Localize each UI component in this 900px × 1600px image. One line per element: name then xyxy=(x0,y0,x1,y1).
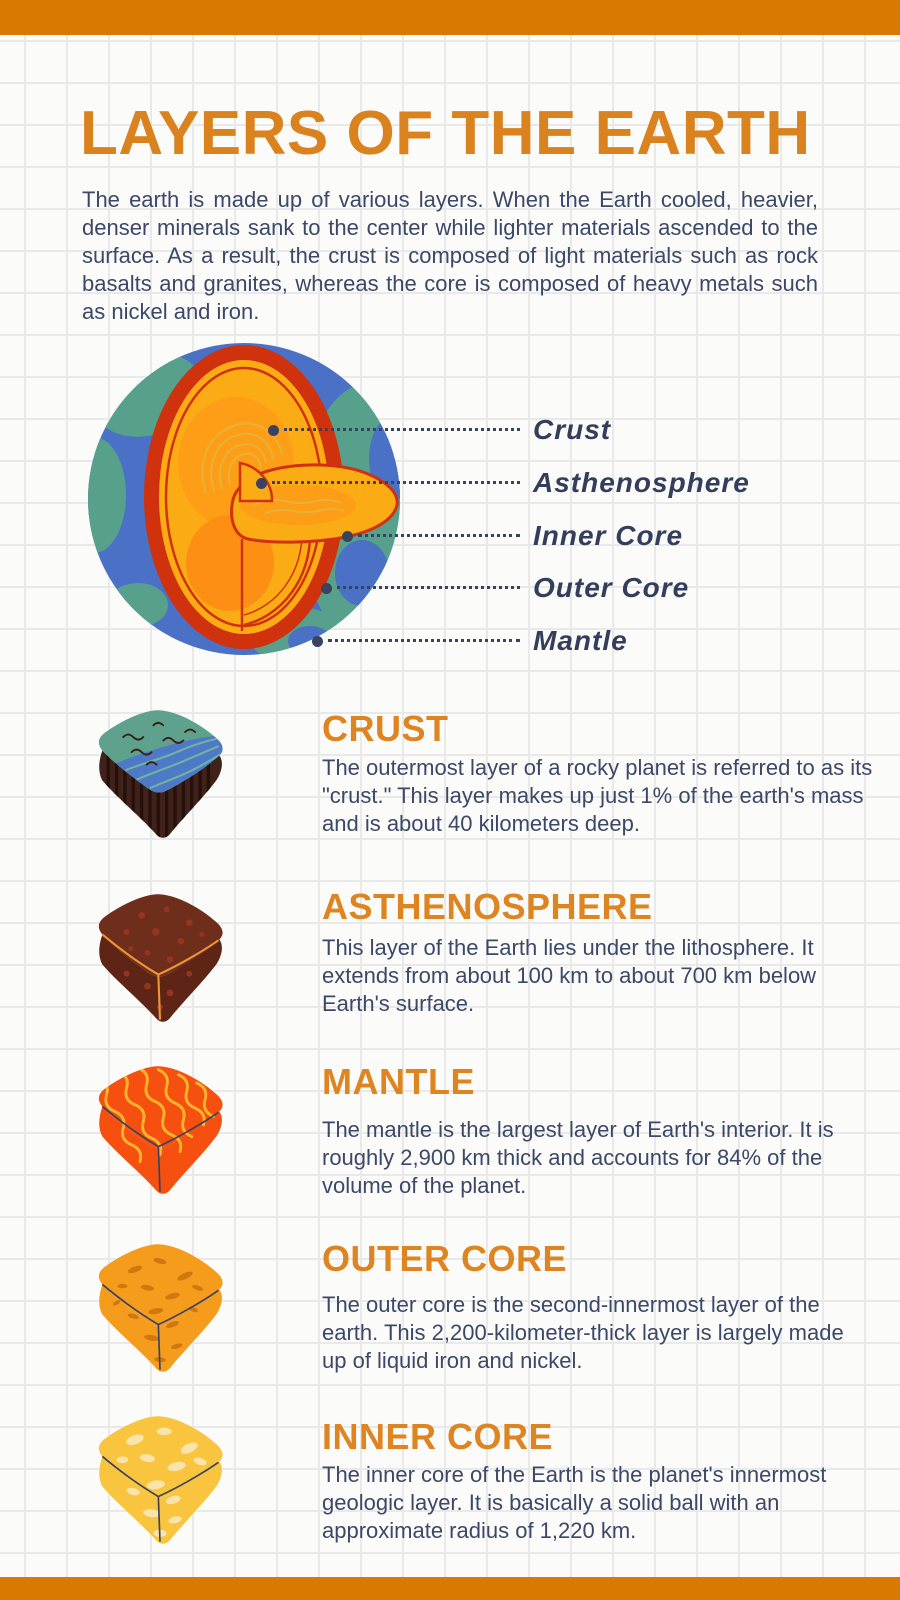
crust-callout-dot xyxy=(268,425,279,436)
section-body-inner-core: The inner core of the Earth is the planet's innermost geologic layer. It is basically a solid ball with an approximate radius of 1,220 km. xyxy=(322,1462,827,1543)
asthenosphere-callout-dot xyxy=(256,478,267,489)
outer-core-callout-dot xyxy=(321,583,332,594)
inner-core-layer-icon xyxy=(76,1408,244,1550)
section-heading-inner-core: INNER CORE xyxy=(322,1416,554,1457)
outer-core-leader-line xyxy=(337,586,520,589)
intro-paragraph: The earth is made up of various layers. When the Earth cooled, heavier, denser minerals sank to the center while lighter materials ascended to the surface. As a result, the crust is composed of light materials such as rock basalts and granites, whereas the core is composed of heavy metals such as nickel and iron. xyxy=(82,187,818,324)
top-accent-bar xyxy=(0,0,900,35)
callout-label-inner-core: Inner Core xyxy=(533,520,684,551)
outer-core-layer-icon xyxy=(76,1236,244,1378)
earth-cutaway-illustration xyxy=(58,333,422,659)
callout-label-outer-core: Outer Core xyxy=(533,572,690,603)
section-body-outer-core: The outer core is the second-innermost layer of the earth. This 2,200-kilometer-thick layer is largely made up of liquid iron and nickel. xyxy=(322,1292,844,1373)
section-body-crust: The outermost layer of a rocky planet is referred to as its "crust." This layer makes up just 1% of the earth's mass and is about 40 kilometers deep. xyxy=(322,755,873,836)
page-title: LAYERS OF THE EARTH xyxy=(80,99,811,168)
crust-layer-icon xyxy=(76,702,244,844)
callout-label-asthenosphere: Asthenosphere xyxy=(533,467,750,498)
section-heading-mantle: MANTLE xyxy=(322,1061,475,1102)
bottom-accent-bar xyxy=(0,1577,900,1600)
section-heading-crust: CRUST xyxy=(322,708,449,749)
callout-label-crust: Crust xyxy=(533,414,612,445)
mantle-leader-line xyxy=(328,639,520,642)
inner-core-callout-dot xyxy=(342,531,353,542)
mantle-callout-dot xyxy=(312,636,323,647)
crust-leader-line xyxy=(284,428,520,431)
inner-core-leader-line xyxy=(358,534,520,537)
asthenosphere-leader-line xyxy=(272,481,520,484)
callout-label-mantle: Mantle xyxy=(533,625,628,656)
mantle-layer-icon xyxy=(76,1058,244,1200)
section-body-asthenosphere: This layer of the Earth lies under the lithosphere. It extends from about 100 km to about 700 km below Earth's surface. xyxy=(322,935,817,1016)
asthenosphere-layer-icon xyxy=(76,886,244,1028)
section-body-mantle: The mantle is the largest layer of Earth's interior. It is roughly 2,900 km thick and accounts for 84% of the volume of the planet. xyxy=(322,1117,834,1198)
section-heading-asthenosphere: ASTHENOSPHERE xyxy=(322,886,653,927)
section-heading-outer-core: OUTER CORE xyxy=(322,1238,568,1279)
